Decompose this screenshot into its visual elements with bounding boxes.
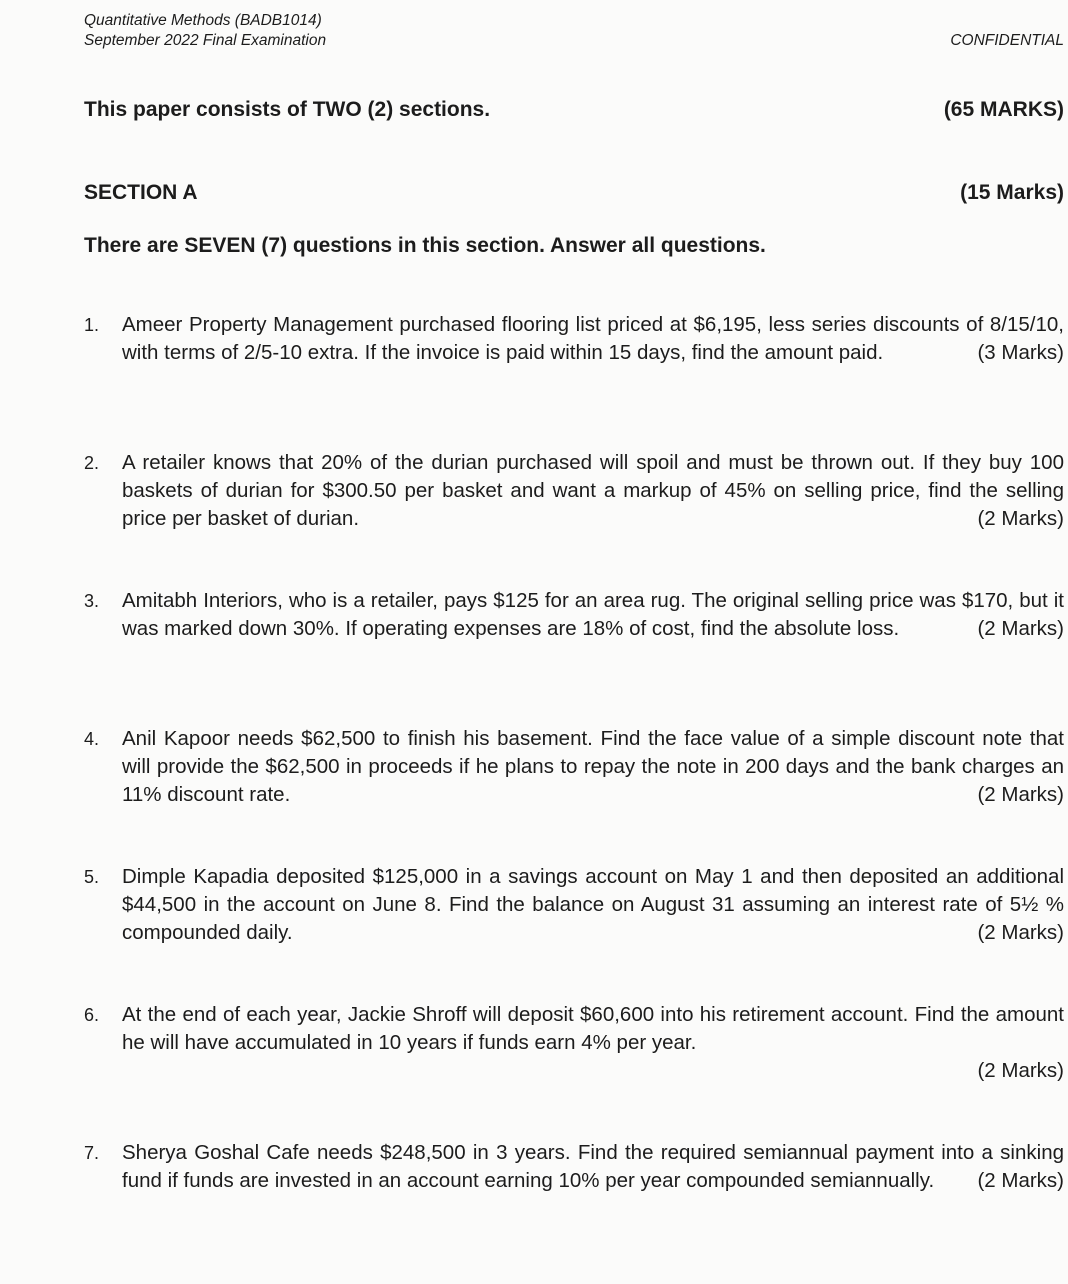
question-3: [84, 587, 1064, 725]
question-marks: (2 Marks): [977, 507, 1064, 530]
exam-title: September 2022 Final Examination: [84, 32, 327, 49]
question-list: [84, 311, 1064, 1277]
question-7: [84, 1139, 1064, 1277]
course-title: Quantitative Methods (BADB1014): [84, 12, 322, 29]
page-header: [84, 11, 326, 51]
question-marks: (2 Marks): [977, 617, 1064, 640]
question-4: [84, 725, 1064, 863]
question-number: 5.: [84, 867, 100, 887]
question-marks: (2 Marks): [977, 1169, 1064, 1192]
paper-intro-text: This paper consists of TWO (2) sections.: [84, 98, 491, 121]
section-instruction: [84, 233, 1064, 259]
section-a-marks: (15 Marks): [960, 181, 1064, 204]
question-text: Amitabh Interiors, who is a retailer, pays $125 for an area rug. The original selling price was $170, but it was marked down 30%. If operating expenses are 18% of cost, find the absolute loss.: [122, 589, 1064, 640]
confidential-label: CONFIDENTIAL: [950, 32, 1064, 49]
question-text: Anil Kapoor needs $62,500 to finish his basement. Find the face value of a simple discount note that will provide the $62,500 in proceeds if he plans to repay the note in 200 days and the bank charges an 11% discount rate.: [122, 727, 1064, 806]
question-text: At the end of each year, Jackie Shroff will deposit $60,600 into his retirement account. Find the amount he will have accumulated in 10 years if funds earn 4% per year.: [122, 1003, 1064, 1054]
question-number: 1.: [84, 315, 100, 335]
question-number: 2.: [84, 453, 100, 473]
question-text: Dimple Kapadia deposited $125,000 in a savings account on May 1 and then deposited an additional $44,500 in the account on June 8. Find the balance on August 31 assuming an interest rate of 5½ % compounded daily.: [122, 865, 1064, 944]
question-number: 3.: [84, 591, 100, 611]
question-marks: (2 Marks): [977, 921, 1064, 944]
total-marks: (65 MARKS): [943, 98, 1064, 121]
question-1: [84, 311, 1064, 449]
section-a-heading: [84, 180, 1064, 206]
paper-intro: [84, 97, 1064, 123]
question-marks: (3 Marks): [977, 341, 1064, 364]
question-text: Ameer Property Management purchased flooring list priced at $6,195, less series discounts of 8/15/10, with terms of 2/5-10 extra. If the invoice is paid within 15 days, find the amount paid.: [122, 313, 1064, 364]
question-5: [84, 863, 1064, 1001]
section-a-title: SECTION A: [84, 181, 198, 204]
section-instruction-text: There are SEVEN (7) questions in this section. Answer all questions.: [84, 234, 766, 257]
question-number: 6.: [84, 1005, 100, 1025]
question-text: Sherya Goshal Cafe needs $248,500 in 3 years. Find the required semiannual payment into a sinking fund if funds are invested in an account earning 10% per year compounded semiannually.: [122, 1141, 1064, 1192]
question-marks: (2 Marks): [977, 1059, 1064, 1082]
question-6: [84, 1001, 1064, 1139]
question-number: 4.: [84, 729, 100, 749]
question-marks: (2 Marks): [977, 783, 1064, 806]
question-2: [84, 449, 1064, 587]
question-number: 7.: [84, 1143, 100, 1163]
question-text: A retailer knows that 20% of the durian purchased will spoil and must be thrown out. If they buy 100 baskets of durian for $300.50 per basket and want a markup of 45% on selling price, find the selling price per basket of durian.: [122, 451, 1064, 530]
